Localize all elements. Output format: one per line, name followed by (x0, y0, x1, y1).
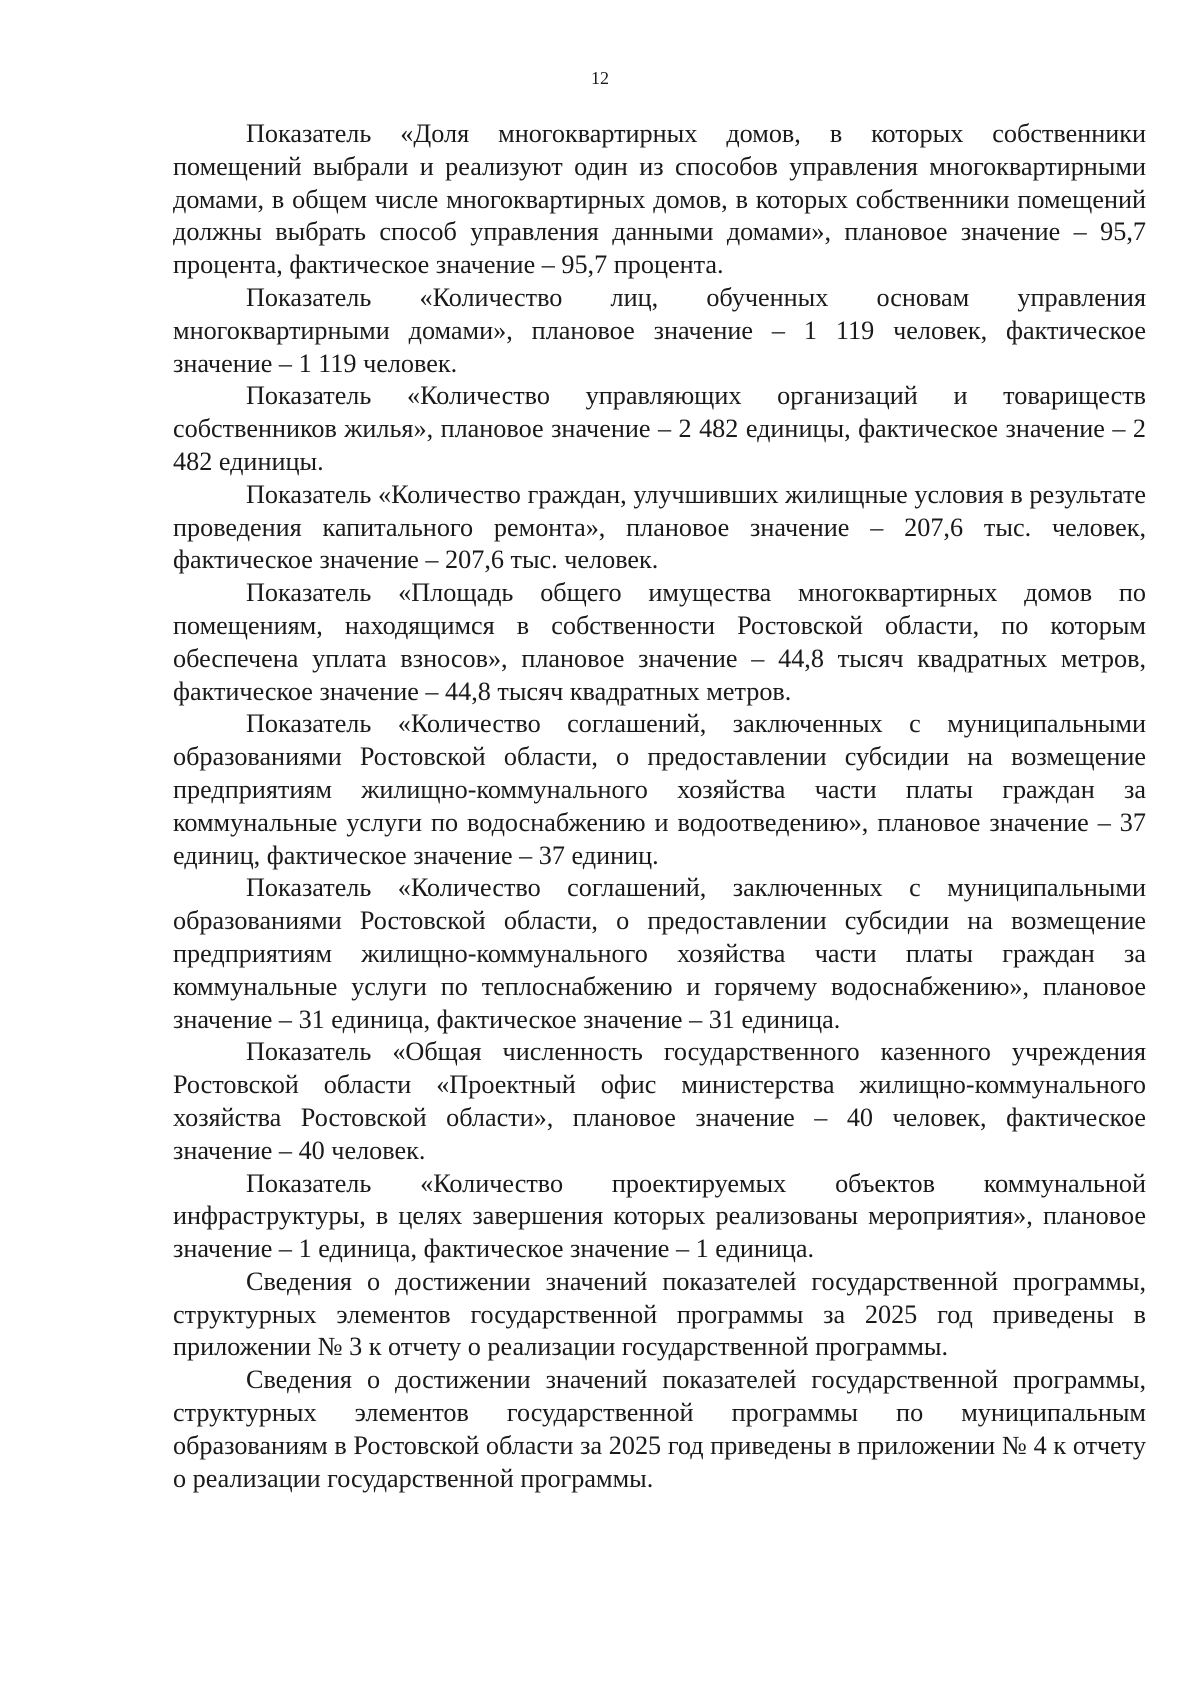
page-number: 12 (591, 68, 609, 88)
paragraph-indicator-infrastructure-objects: Показатель «Количество проектируемых объектов коммунальной инфраструктуры, в целях завершения которых реализованы мероприятия», плановое значение – 1 единица, фактическое значение – 1 единица. (173, 1168, 1146, 1264)
paragraph-indicator-management-organizations: Показатель «Количество управляющих организаций и товариществ собственников жилья», плановое значение – 2 482 единицы, фактическое значение – 2 482 единицы. (173, 381, 1146, 476)
document-body (173, 118, 1146, 1495)
paragraph-indicator-project-office-headcount: Показатель «Общая численность государственного казенного учреждения Ростовской области «Проектный офис министерства жилищно-коммунального хозяйства Ростовской области», плановое значение – 40 человек, фактическое значение – 40 человек. (173, 1037, 1146, 1165)
paragraph-indicator-common-property-area: Показатель «Площадь общего имущества многоквартирных домов по помещениям, находящимся в собственности Ростовской области, по которым обеспечена уплата взносов», плановое значение – 44,8 тысяч квадратных метров, фактическое значение – 44,8 тысяч квадратных метров. (173, 578, 1146, 706)
paragraph-appendix-3-reference: Сведения о достижении значений показателей государственной программы, структурных элементов государственной программы за 2025 год приведены в приложении № 3 к отчету о реализации государственной программы. (173, 1266, 1146, 1362)
paragraph-indicator-improved-housing: Показатель «Количество граждан, улучшивших жилищные условия в результате проведения капитального ремонта», плановое значение – 207,6 тыс. человек, фактическое значение – 207,6 тыс. человек. (173, 479, 1146, 575)
paragraph-indicator-mkd-management-share: Показатель «Доля многоквартирных домов, в которых собственники помещений выбрали и реализуют один из способов управления многоквартирными домами, в общем числе многоквартирных домов, в которых собственники помещений должны выбрать способ управления данными домами», плановое значение – 95,7 процента, фактическое значение – 95,7 процента. (173, 119, 1146, 280)
paragraph-indicator-heat-subsidy-agreements: Показатель «Количество соглашений, заключенных с муниципальными образованиями Ростовской области, о предоставлении субсидии на возмещение предприятиям жилищно-коммунального хозяйства части платы граждан за коммунальные услуги по теплоснабжению и горячему водоснабжению», плановое значение – 31 единица, фактическое значение – 31 единица. (173, 873, 1146, 1034)
paragraph-appendix-4-reference: Сведения о достижении значений показателей государственной программы, структурных элементов государственной программы по муниципальным образованиям в Ростовской области за 2025 год приведены в приложении № 4 к отчету о реализации государственной программы. (173, 1365, 1146, 1493)
paragraph-indicator-trained-persons: Показатель «Количество лиц, обученных основам управления многоквартирными домами», плановое значение – 1 119 человек, фактическое значение – 1 119 человек. (173, 282, 1146, 378)
paragraph-indicator-water-subsidy-agreements: Показатель «Количество соглашений, заключенных с муниципальными образованиями Ростовской области, о предоставлении субсидии на возмещение предприятиям жилищно-коммунального хозяйства части платы граждан за коммунальные услуги по водоснабжению и водоотведению», плановое значение – 37 единиц, фактическое значение – 37 единиц. (173, 709, 1146, 870)
